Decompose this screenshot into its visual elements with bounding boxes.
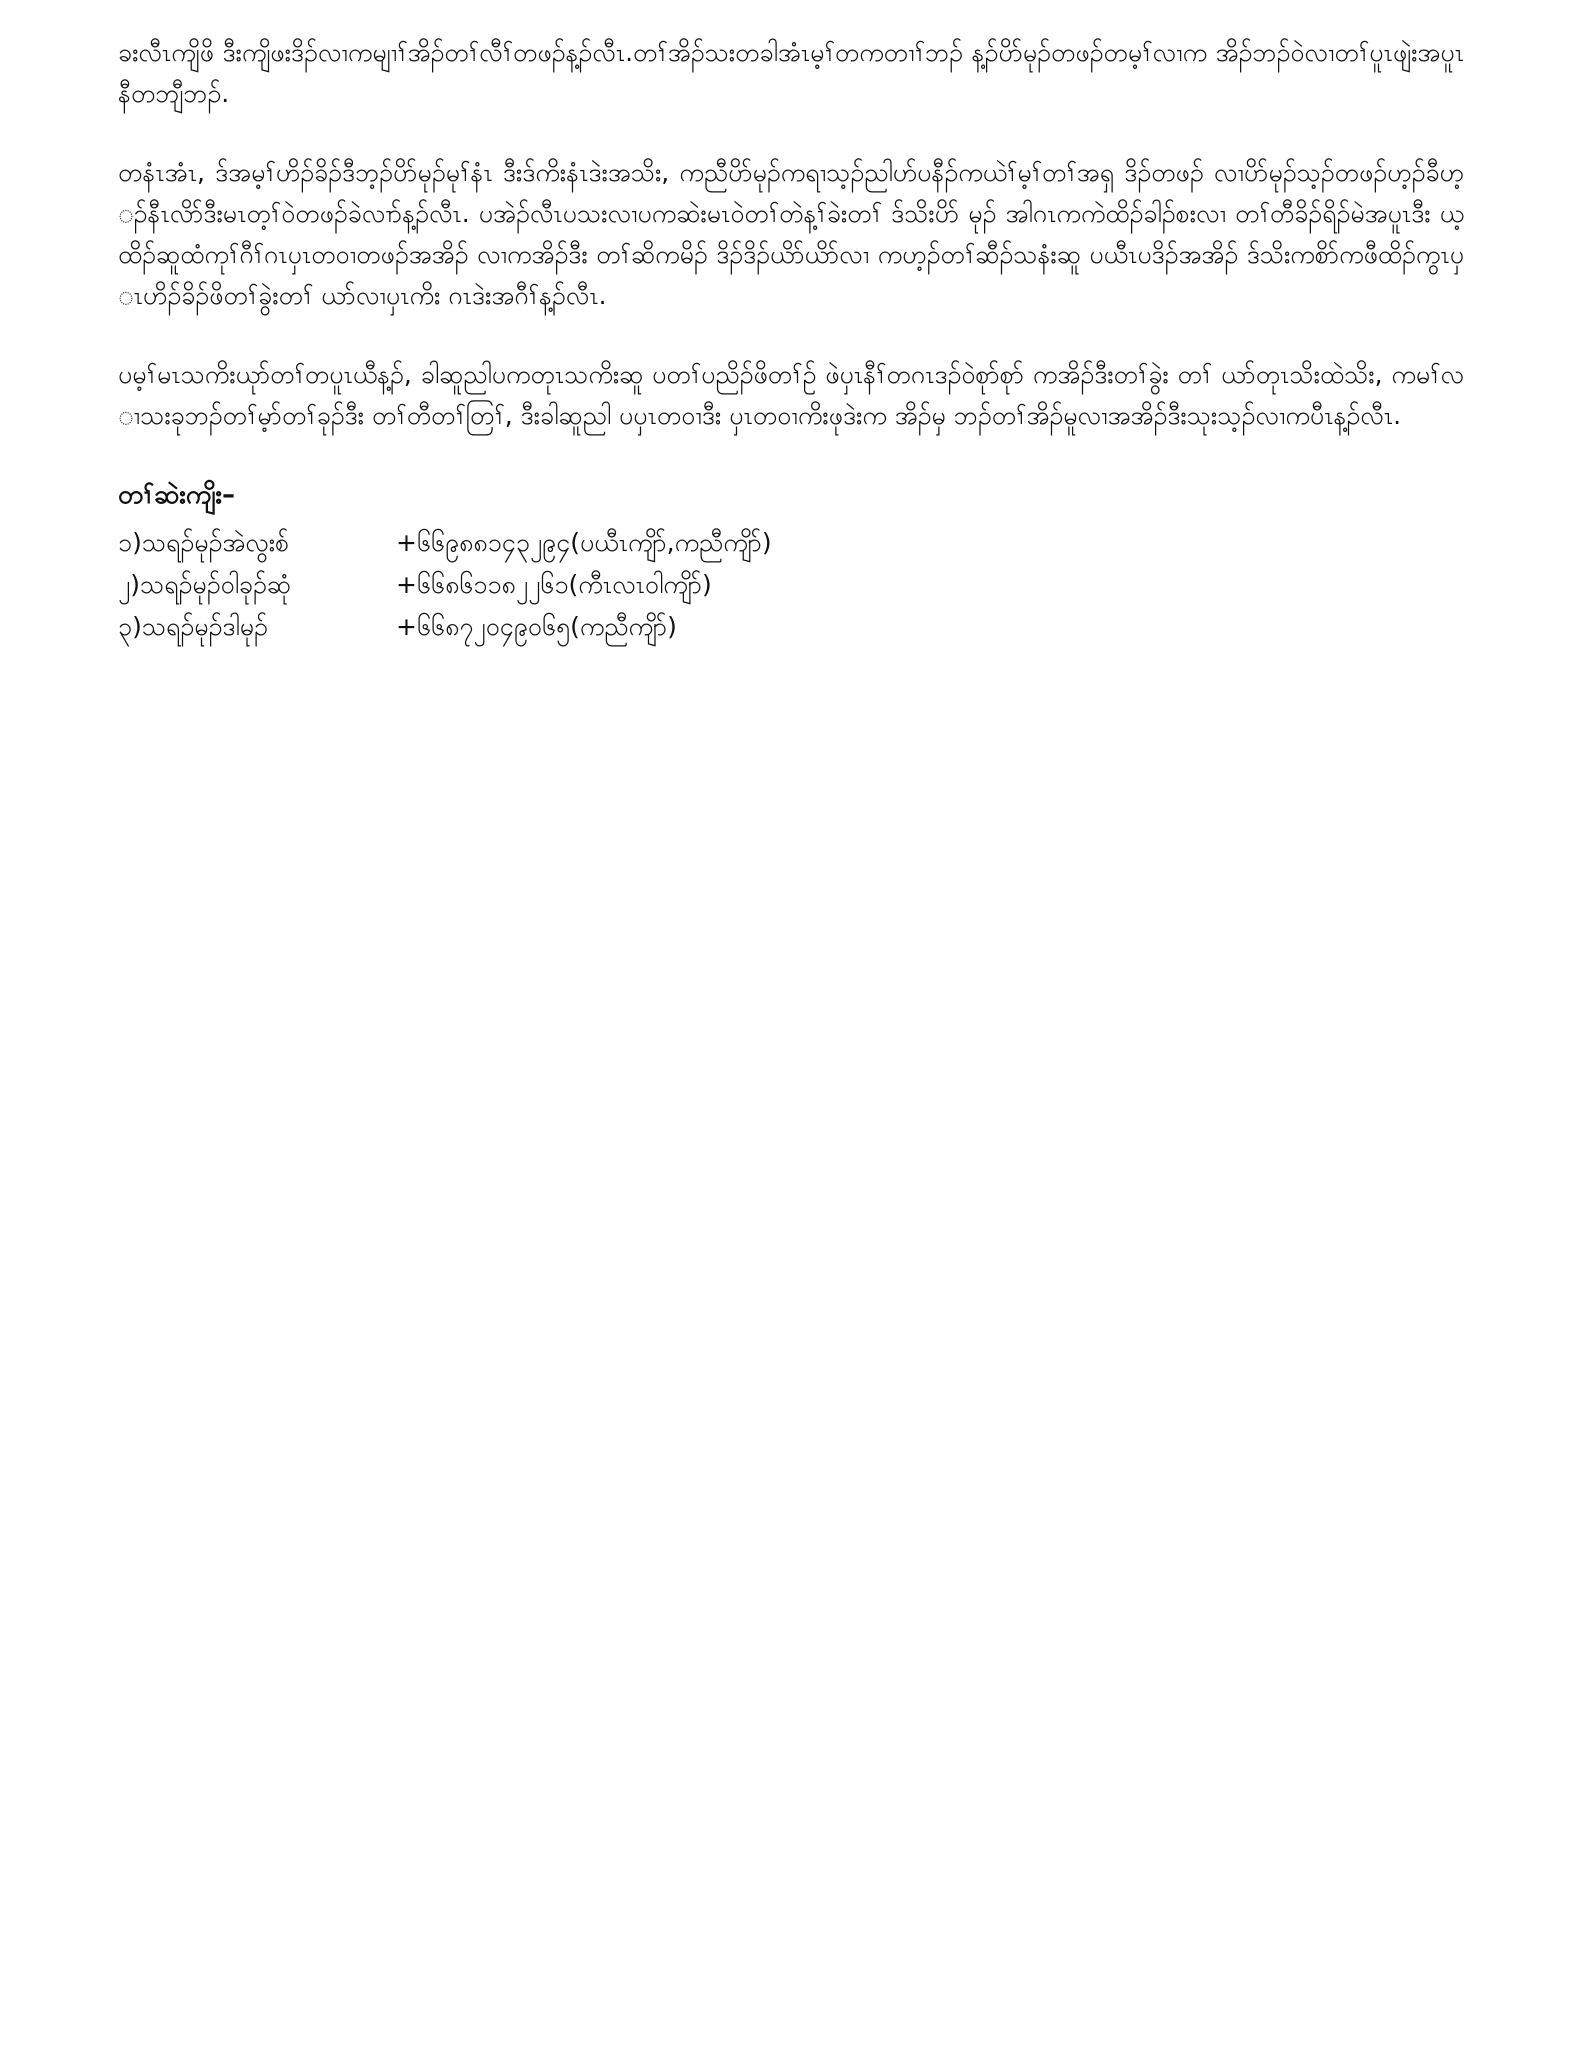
paragraph-1: ခးလီၤကျိဖိ ဒီးကျိဖးဒိၣ်လၢကမျၢၢ်အိၣ်တၢ်လီၢ်တဖၣ်န့ၣ်လီၤ.တၢ်အိၣ်သးတခါအံၤမ့ၢ်တကတၢၢ်ဘၣ် န့ၣ်ပိာ်မုၣ်တဖၣ်တမ့ၢ်လၢက အိၣ်ဘၣ်ဝဲလၢတၢ်ပူၤဖျဲးအပူၤနီတဘျီဘၣ်. xyxy=(118,38,1464,108)
contact-phone: +၆၆၉၈၈၁၄၃၂၉၄(ပယီၤကျိာ်,ကညီကျိာ်) xyxy=(396,528,772,557)
contact-row xyxy=(118,606,1464,648)
contact-name: ၁)သရၣ်မုၣ်အဲလွးစ် xyxy=(118,528,290,557)
contact-row xyxy=(118,564,1464,606)
contact-name: ၃)သရၣ်မုၣ်ဒါမုၣ် xyxy=(118,612,268,641)
contact-phone: +၆၆၈၇၂၀၄၉၀၆၅(ကညီကျိာ်) xyxy=(396,612,677,641)
paragraph-2: တနံၤအံၤ, ဒ်အမ့ၢ်ဟိၣ်ခိၣ်ဒီဘ့ၣ်ပိာ်မုၣ်မုၢ်နံၤ ဒီးဒ်ကိးနံၤဒဲးအသိး, ကညီပိာ်မုၣ်ကရၢသ့ၣ်ညါဟ်ပနီၣ်ကယဲၢ်မ့ၢ်တၢ်အရှ ဒိၣ်တဖၣ် လၢပိာ်မုၣ်သ့ၣ်တဖၣ်ဟ့ၣ်ခီဟ့ၣ်နီၤလိာ်ဒီးမၤတ့ၢ်ဝဲတဖၣ်ခဲလၢာ်န့ၣ်လီၤ. ပအဲၣ်လီၤပသးလၢပကဆဲးမၤဝဲတၢ်တဲန့ၢ်ခဲးတၢ် ဒ်သိးပိာ် မုၣ် အါဂၤကကဲထိၣ်ခါၣ်စးလၢ တၢ်တီခိၣ်ရိၣ်မဲအပူၤဒီး ယ့ထိၣ်ဆူထံကုၢ်ဂီၢ်ဂၤပှၤတဝၢတဖၣ်အအိၣ် လၢကအိၣ်ဒီး တၢ်ဆိကမိၣ် ဒိၣ်ဒိၣ်ယိာ်ယိာ်လၢ ကဟ့ၣ်တၢ်ဆီၣ်သနံးဆူ ပယီၤပဒိၣ်အအိၣ် ဒ်သိးကစိာ်ကဖီထိၣ်ကွၤပှၤဟိၣ်ခိၣ်ဖိတၢ်ခွဲးတၢ် ယာ်လၢပှၤကိး ဂၤဒဲးအဂီၢ်န့ၣ်လီၤ. xyxy=(118,158,1464,310)
contact-row xyxy=(118,522,1464,564)
contact-name: ၂)သရၣ်မုၣ်ဝါခုၣ်ဆုံ xyxy=(118,570,292,599)
contacts-heading: တၢ်ဆဲးကျိး– xyxy=(118,480,236,510)
contact-phone: +၆၆၈၆၁၁၈၂၂၆၁(ကီၤလၤဝါကျိာ်) xyxy=(396,570,712,599)
paragraph-3: ပမ့ၢ်မၤသကိးယုာ်တၢ်တပူၤယီန့ၣ်, ခါဆူညါပကတုၤသကိးဆူ ပတၢ်ပညိၣ်ဖိတၢ်ဉ် ဖဲပှၤနီၢ်တဂၤဒၣ်ဝဲစုာ်စုာ် ကအိၣ်ဒီးတၢ်ခွဲး တၢ် ယာ်တုၤသိးထဲသိး, ကမၢ်လၢသးခုဘၣ်တၢ်မ့ာ်တၢ်ခုၣ်ဒီး တၢ်တီတၢ်တြၢ်, ဒီးခါဆူညါ ပပှၤတဝၢဒီး ပှၤတဝၢကိးဖုဒဲးက အိၣ်မှ ဘၣ်တၢ်အိၣ်မူလၢအအိၣ်ဒီးသုးသ့ၣ်လၢကပီၤန့ၣ်လီၤ. xyxy=(118,360,1464,430)
contacts-section xyxy=(118,474,1464,648)
